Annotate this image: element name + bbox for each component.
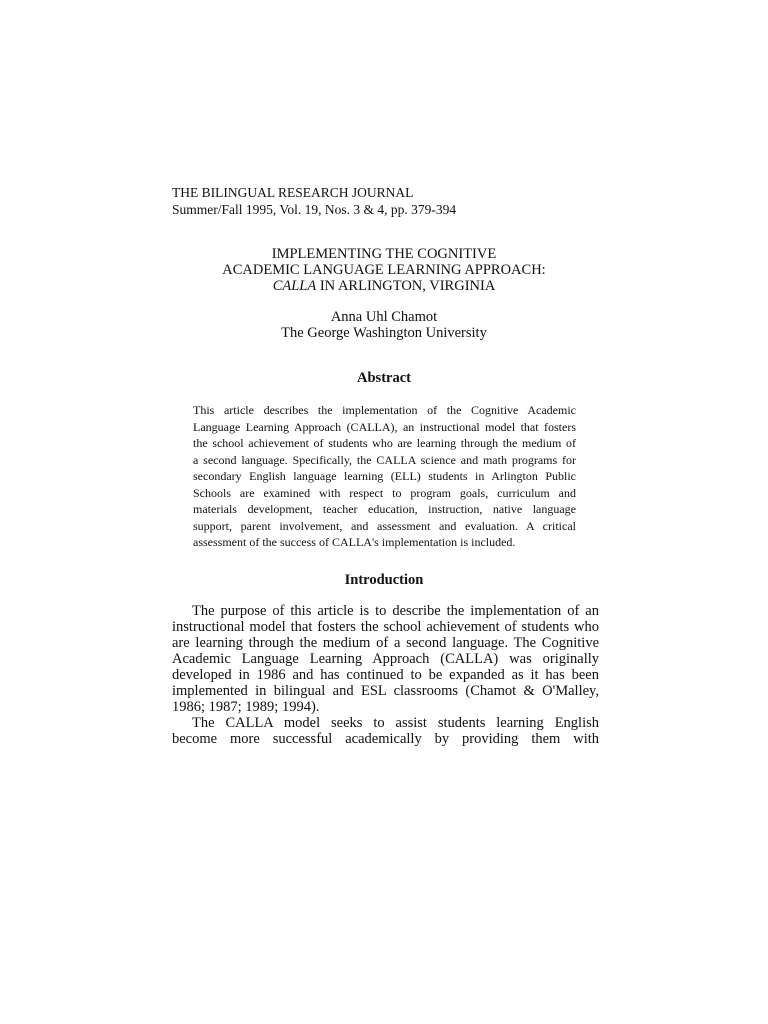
abstract-line: a second language. Specifically, the CALLA science and math programs for xyxy=(193,452,576,467)
title-line-3-rest: IN ARLINGTON, VIRGINIA xyxy=(316,278,496,294)
intro-line: The CALLA model seeks to assist students learning English xyxy=(192,715,599,731)
title-line-1: IMPLEMENTING THE COGNITIVE xyxy=(271,246,497,262)
intro-line: The purpose of this article is to describe the implementation of an xyxy=(192,603,599,619)
abstract-line: Schools are examined with respect to program goals, curriculum and xyxy=(193,485,576,500)
abstract-heading: Abstract xyxy=(357,370,411,386)
journal-name: THE BILINGUAL RESEARCH JOURNAL xyxy=(172,185,414,200)
intro-line: become more successful academically by providing them with xyxy=(172,731,599,747)
journal-issue: Summer/Fall 1995, Vol. 19, Nos. 3 & 4, pp. 379-394 xyxy=(172,202,457,217)
abstract-line: materials development, teacher education, instruction, native language xyxy=(193,502,576,516)
intro-line: are learning through the medium of a second language. The Cognitive xyxy=(172,635,599,651)
intro-line: Academic Language Learning Approach (CALLA) was originally xyxy=(172,651,599,667)
title-line-2: ACADEMIC LANGUAGE LEARNING APPROACH: xyxy=(222,262,546,278)
abstract-line: This article describes the implementation of the Cognitive Academic xyxy=(193,403,576,417)
introduction-text xyxy=(172,603,599,747)
journal-header xyxy=(172,184,456,218)
abstract-text xyxy=(193,402,576,551)
intro-line: instructional model that fosters the school achievement of students who xyxy=(172,619,599,635)
abstract-line: Language Learning Approach (CALLA), an instructional model that fosters xyxy=(193,419,576,434)
introduction-heading: Introduction xyxy=(344,572,424,588)
author-block xyxy=(0,309,768,341)
intro-line: implemented in bilingual and ESL classrooms (Chamot & O'Malley, xyxy=(172,683,599,699)
abstract-line: the school achievement of students who are learning through the medium of xyxy=(193,436,576,450)
author-affiliation: The George Washington University xyxy=(281,325,487,341)
intro-line: developed in 1986 and has continued to be expanded as it has been xyxy=(172,667,599,683)
abstract-line: support, parent involvement, and assessment and evaluation. A critical xyxy=(193,518,576,533)
article-title xyxy=(0,246,768,294)
abstract-line: secondary English language learning (ELL) students in Arlington Public xyxy=(193,469,576,483)
author-name: Anna Uhl Chamot xyxy=(330,309,438,325)
abstract-line: assessment of the success of CALLA's implementation is included. xyxy=(193,535,516,549)
title-italic-calla: CALLA xyxy=(272,278,317,294)
title-line-3 xyxy=(0,278,768,294)
intro-line: 1986; 1987; 1989; 1994). xyxy=(172,699,320,715)
